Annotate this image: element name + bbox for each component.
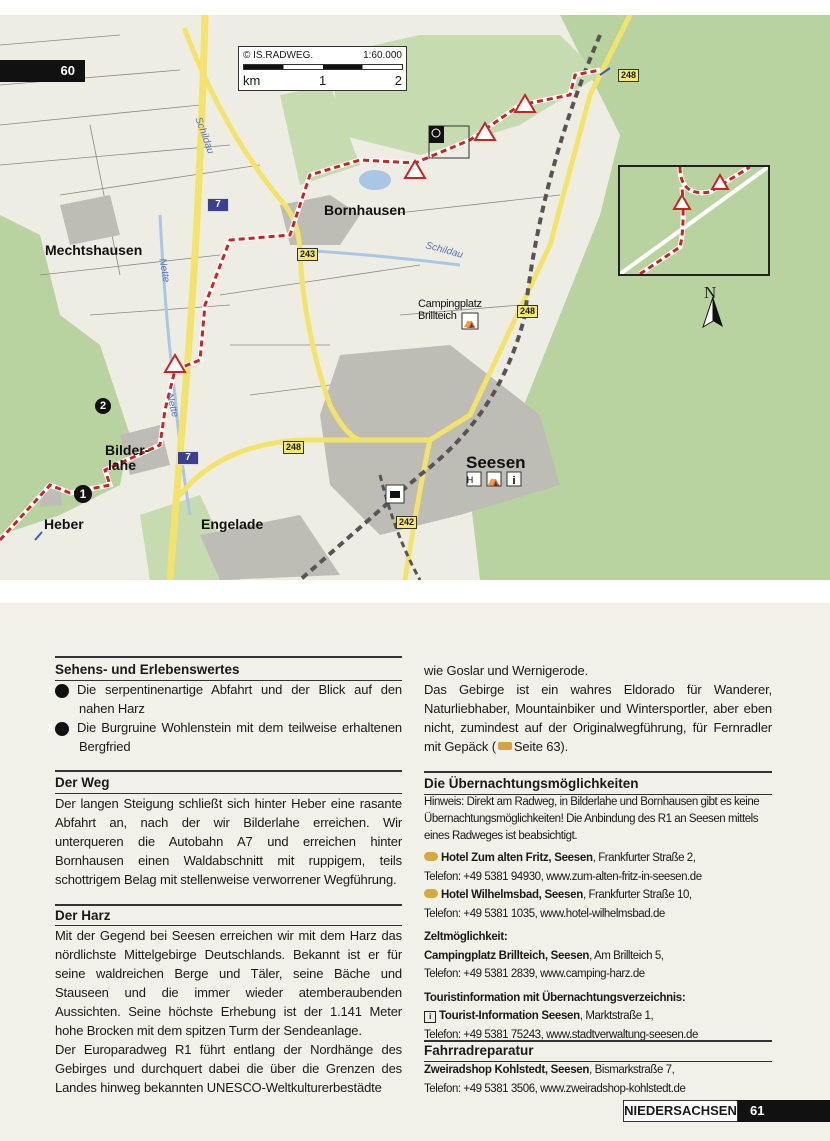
sight-text: Die serpentinenartige Abfahrt und der Blick auf den nahen Harz (77, 682, 402, 716)
camping-entry (424, 947, 779, 966)
region-label: NIEDERSACHSEN (623, 1100, 738, 1122)
place-engelade: Engelade (201, 516, 264, 532)
river-nette: Nette (163, 392, 181, 419)
repair-entry (424, 1061, 779, 1080)
place-bilderlahe-1: Bilder- (105, 442, 150, 458)
divider (424, 1040, 772, 1042)
harz-heading: Der Harz (55, 908, 111, 923)
river-schildau: Schildau (192, 115, 216, 156)
repair-shop-name: Zweiradshop Kohlstedt, Seesen (424, 1064, 590, 1076)
route-map (0, 15, 830, 580)
river-schildau: Schildau (424, 240, 465, 261)
harz-paragraph: Mit der Gegend bei Seesen erreichen wir mit dem Harz das nördlichste Mittelgebirge Deutschlands. Bekannt ist er für seine waldreichen Berge und Täler, seine Bäche und Stauseen und die immer wieder atemberaubenden Aussichten. Seine höchste Erhebung ist der 1.141 Meter hohe Brocken mit dem spitzen Turm der Sendeanlage. (55, 928, 402, 1038)
divider (55, 904, 402, 906)
road-242-shield: 242 (396, 516, 417, 529)
lodging-section (424, 794, 779, 1044)
sight-number: 1 (55, 684, 69, 698)
hotel-contact: Telefon: +49 5381 94930, www.zum-alten-fritz-in-seesen.de (424, 870, 702, 883)
repair-shop-address: , Bismarkstraße 7, (589, 1064, 675, 1076)
tourist-info-address: , Marktstraße 1, (579, 1010, 654, 1022)
camping-contact: Telefon: +49 5381 2839, www.camping-harz.de (424, 968, 645, 980)
map-copyright: © IS.RADWEG. (243, 50, 314, 61)
place-campingplatz-2: Brillteich (418, 310, 457, 322)
place-campingplatz-1: Campingplatz (418, 298, 482, 310)
place-mechtshausen: Mechtshausen (45, 242, 143, 258)
camping-heading: Zeltmöglichkeit: (424, 931, 508, 943)
harz-paragraph: Der Europaradweg R1 führt entlang der Nordhänge des Gebirges und durchquert dabei die über die Grenzen des Landes hinweg bekannten UNESCO-Weltkulturerbestädte (55, 1042, 402, 1095)
repair-contact: Telefon: +49 5381 3506, www.zweiradshop-kohlstedt.de (424, 1082, 686, 1095)
road-243-shield: 243 (297, 248, 318, 261)
page-number-right: 61 (738, 1100, 830, 1122)
camping-address: , Am Brillteich 5, (589, 949, 664, 962)
harz-continuation (424, 661, 772, 756)
tourist-info-contact: Telefon: +49 5381 75243, www.stadtverwaltung-seesen.de (424, 1028, 698, 1041)
river-nette: Nette (156, 257, 172, 284)
page-number-left: 60 (0, 60, 85, 82)
continuation-paragraph: wie Goslar und Wernigerode. (424, 663, 589, 678)
page-margin-middle (0, 580, 830, 603)
weg-text: Der langen Steigung schließt sich hinter Heber eine rasante Abfahrt an, nach der wir Bilderlahe erreichen. Wir unterqueren die Autobahn A7 und erreichen hinter Bornhausen einen Waldabschnitt mit ruppigem, teils schottrigem Belag mit stellenweise verworrener Wegführung. (55, 796, 402, 887)
road-248-shield: 248 (618, 69, 639, 82)
sight-number: 2 (55, 722, 69, 736)
autobahn-a7-shield: 7 (207, 198, 229, 212)
svg-text:⛺: ⛺ (487, 476, 501, 487)
svg-text:i: i (512, 475, 516, 487)
weg-heading: Der Weg (55, 775, 110, 790)
page-margin-top (0, 0, 830, 15)
lodging-heading: Die Übernachtungsmöglichkeiten (424, 776, 639, 791)
tourist-info-heading: Touristinformation mit Übernachtungsverzeichnis: (424, 991, 686, 1004)
sights-list (47, 680, 402, 756)
hotel-name: Hotel Wilhelmsbad, Seesen (441, 889, 583, 901)
hotel-address: , Frankfurter Straße 2, (592, 852, 696, 864)
pointing-hand-icon (498, 742, 512, 750)
svg-text:⛺: ⛺ (463, 318, 477, 329)
scale-unit: km (243, 73, 261, 88)
hotel-entry (424, 849, 779, 868)
autobahn-a7-shield: 7 (177, 451, 199, 465)
marker-2: 2 (95, 398, 111, 414)
marker-1: 1 (74, 485, 92, 503)
scale-bar (243, 64, 403, 70)
continuation-paragraph (424, 680, 772, 756)
sight-text: Die Burgruine Wohlenstein mit dem teilweise erhaltenen Bergfried (77, 720, 402, 754)
hotel-name: Hotel Zum alten Fritz, Seesen (441, 852, 593, 864)
road-248-shield: 248 (517, 305, 538, 318)
tourist-info-name: Tourist-Information Seesen (439, 1010, 580, 1022)
north-label: N (704, 283, 717, 302)
lodging-hint: Hinweis: Direkt am Radweg, in Bilderlahe und Bornhausen gibt es keine Übernachtungsmöglichkeiten! Die Anbindung des R1 an Seesen mittels eines Radweges ist beabsichtigt. (424, 796, 760, 842)
map-scale-ratio: 1:60.000 (363, 50, 402, 61)
hotel-contact: Telefon: +49 5381 1035, www.hotel-wilhelmsbad.de (424, 907, 665, 920)
tourist-info-entry (424, 1007, 779, 1026)
info-icon: i (424, 1011, 436, 1023)
page-reference-link[interactable]: Seite 63). (513, 739, 569, 754)
hotel-entry (424, 886, 779, 905)
sight-item (47, 680, 402, 718)
place-bornhausen: Bornhausen (324, 202, 406, 218)
divider (424, 771, 772, 773)
continuation-text: Das Gebirge ist ein wahres Eldorado für Wanderer, Naturliebhaber, Mountainbiker und Wintersportler, aber eben nicht, zumindest auf der Originalwegführung, für Fernradler mit Gepäck ( (424, 682, 772, 754)
place-seesen: Seesen (466, 453, 526, 472)
hotel-rating-icon (424, 852, 438, 861)
camping-name: Campingplatz Brillteich, Seesen (424, 949, 590, 962)
harz-text (55, 926, 402, 1097)
place-bilderlahe-2: lahe (108, 457, 137, 473)
repair-heading: Fahrradreparatur (424, 1043, 534, 1058)
divider (55, 770, 402, 772)
divider (55, 656, 402, 658)
detail-inset-map (618, 165, 770, 276)
hotel-address: , Frankfurter Straße 10, (582, 889, 692, 901)
svg-text:H: H (466, 475, 474, 485)
road-248-shield: 248 (283, 441, 304, 454)
sight-item (47, 718, 402, 756)
map-scale-box (238, 46, 407, 91)
hotel-rating-icon (424, 889, 438, 898)
scale-tick-1: 1 (319, 73, 327, 88)
scale-tick-2: 2 (394, 73, 402, 88)
place-heber: Heber (44, 516, 84, 532)
repair-section (424, 1061, 779, 1098)
sights-heading: Sehens- und Erlebenswertes (55, 662, 240, 677)
